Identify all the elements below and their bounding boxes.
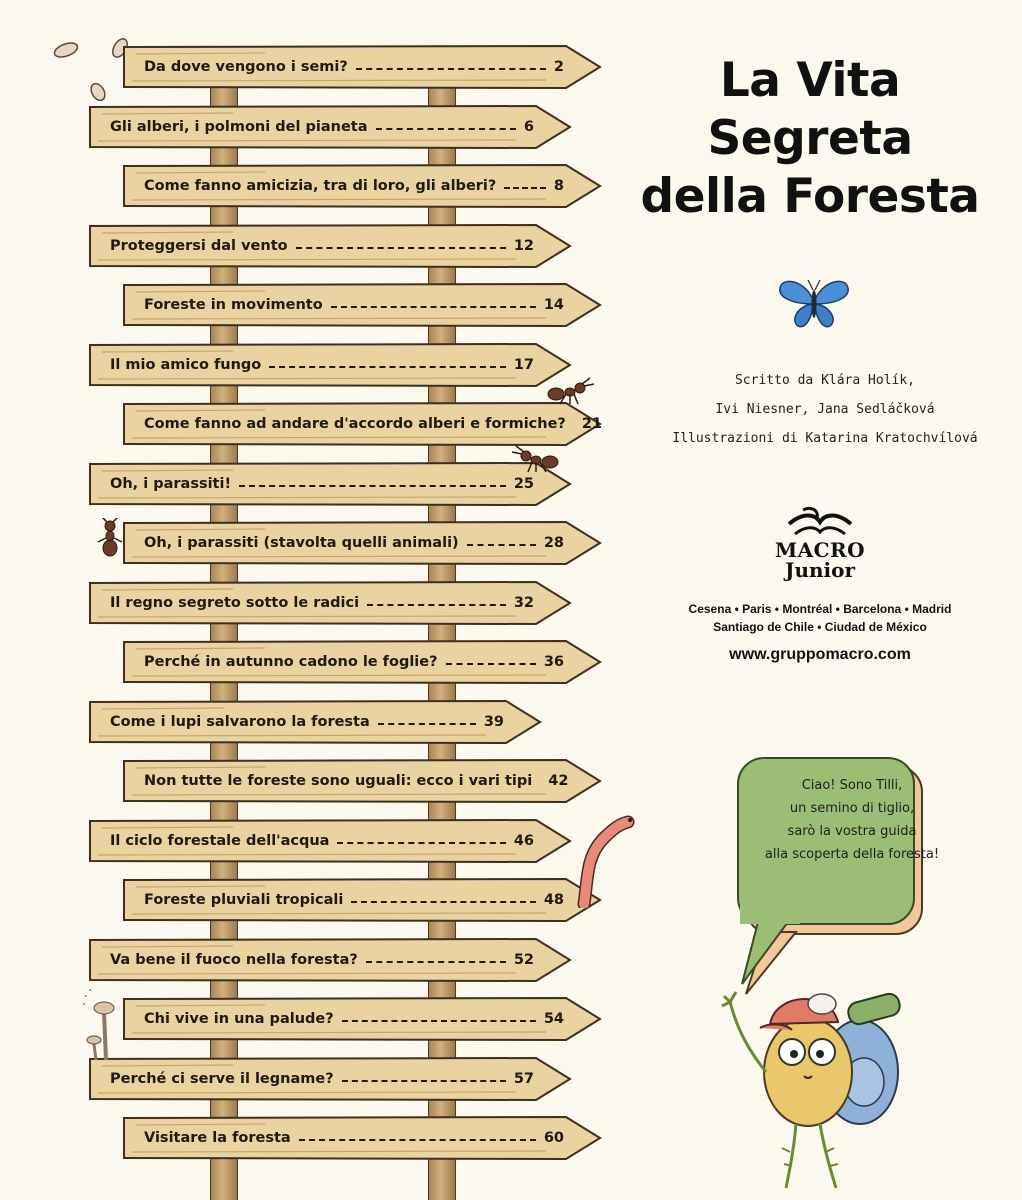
toc-chapter-title: Foreste in movimento: [144, 297, 323, 313]
toc-sign[interactable]: [122, 282, 602, 328]
publisher-website: www.gruppomacro.com: [729, 646, 911, 663]
toc-chapter-title: Chi vive in una palude?: [144, 1011, 334, 1027]
sign-text: [122, 1130, 602, 1146]
sign-text: [122, 654, 602, 670]
toc-chapter-title: Oh, i parassiti (stavolta quelli animali): [144, 535, 459, 551]
toc-chapter-title: Perché in autunno cadono le foglie?: [144, 654, 438, 670]
logo-junior-text: Junior: [784, 558, 856, 582]
cities-line: Cesena • Paris • Montréal • Barcelona • Madrid: [688, 602, 952, 616]
toc-leader-dashes: [269, 366, 506, 368]
toc-page-number: 28: [543, 535, 564, 551]
toc-page-number: 6: [523, 119, 534, 135]
sign-text: [88, 714, 542, 730]
toc-sign[interactable]: [122, 996, 602, 1042]
toc-page-number: 17: [513, 357, 534, 373]
toc-leader-dashes: [342, 1080, 506, 1082]
toc-chapter-title: Proteggersi dal vento: [110, 238, 288, 254]
toc-chapter-title: Visitare la foresta: [144, 1130, 291, 1146]
speech-line: Ciao! Sono Tilli,: [801, 778, 903, 793]
ant-icon: [546, 376, 600, 406]
toc-sign[interactable]: [122, 520, 602, 566]
toc-leader-dashes: [378, 723, 476, 725]
toc-chapter-title: Il ciclo forestale dell'acqua: [110, 833, 330, 849]
sign-text: [122, 1011, 602, 1027]
toc-page-number: 42: [548, 773, 569, 789]
toc-chapter-title: Gli alberi, i polmoni del pianeta: [110, 119, 368, 135]
publisher-cities: [640, 600, 1000, 636]
toc-sign[interactable]: [88, 461, 572, 507]
toc-leader-dashes: [296, 247, 506, 249]
toc-leader-dashes: [239, 485, 506, 487]
toc-chapter-title: Come i lupi salvarono la foresta: [110, 714, 370, 730]
toc-leader-dashes: [367, 604, 506, 606]
toc-leader-dashes: [299, 1139, 536, 1141]
toc-sign[interactable]: [122, 163, 602, 209]
logo-macro-text: MACRO: [774, 538, 866, 562]
toc-chapter-title: Il regno segreto sotto le radici: [110, 595, 360, 611]
toc-page-number: 32: [513, 595, 534, 611]
toc-page-number: 12: [513, 238, 534, 254]
toc-sign[interactable]: [88, 342, 572, 388]
toc-sign[interactable]: [88, 818, 572, 864]
toc-chapter-title: Foreste pluviali tropicali: [144, 892, 344, 908]
toc-sign[interactable]: [122, 758, 602, 804]
toc-leader-dashes: [467, 544, 536, 546]
seed-mascot-illustration: [700, 952, 930, 1192]
toc-page-number: 25: [513, 476, 534, 492]
toc-sign[interactable]: [88, 699, 542, 745]
toc-sign[interactable]: [122, 639, 602, 685]
title-line: Segreta: [707, 111, 913, 166]
toc-sign[interactable]: [88, 223, 572, 269]
credits: [660, 366, 990, 453]
toc-chapter-title: Va bene il fuoco nella foresta?: [110, 952, 358, 968]
title-line: La Vita: [719, 53, 901, 108]
toc-page-number: 57: [513, 1071, 534, 1087]
mushroom-icon: [76, 982, 126, 1062]
publisher-logo: [765, 504, 875, 588]
sign-text: [88, 952, 572, 968]
toc-sign[interactable]: [88, 1056, 572, 1102]
sign-text: [122, 892, 602, 908]
toc-page-number: 14: [543, 297, 564, 313]
credits-line: Ivi Niesner, Jana Sedláčková: [715, 402, 935, 417]
sign-text: [88, 833, 572, 849]
toc-sign[interactable]: [122, 1115, 602, 1161]
toc-page-number: 2: [553, 59, 564, 75]
toc-chapter-title: Perché ci serve il legname?: [110, 1071, 334, 1087]
speech-bubble-text: [752, 774, 952, 866]
toc-chapter-title: Non tutte le foreste sono uguali: ecco i vari tipi: [144, 773, 533, 789]
toc-leader-dashes: [366, 961, 506, 963]
toc-page-number: 21: [581, 416, 603, 432]
toc-sign[interactable]: [122, 877, 602, 923]
toc-sign[interactable]: [88, 580, 572, 626]
title-line: della Foresta: [640, 169, 980, 224]
toc-leader-dashes: [337, 842, 505, 844]
toc-leader-dashes: [342, 1020, 536, 1022]
toc-chapter-title: Come fanno ad andare d'accordo alberi e formiche?: [144, 416, 566, 432]
book-title: [640, 52, 980, 226]
sign-text: [88, 595, 572, 611]
sign-text: [122, 535, 602, 551]
toc-leader-dashes: [376, 128, 516, 130]
toc-page-number: 8: [553, 178, 564, 194]
toc-chapter-title: Come fanno amicizia, tra di loro, gli alberi?: [144, 178, 497, 194]
sign-text: [88, 119, 572, 135]
toc-leader-dashes: [351, 901, 536, 903]
toc-page-number: 46: [513, 833, 534, 849]
toc-page-number: 36: [543, 654, 564, 670]
speech-line: sarò la vostra guida: [787, 824, 917, 839]
sign-text: [122, 178, 602, 194]
toc-page-number: 52: [513, 952, 534, 968]
toc-leader-dashes: [356, 68, 546, 70]
toc-leader-dashes: [504, 187, 546, 189]
sign-text: [88, 476, 572, 492]
sign-text: [88, 238, 572, 254]
toc-chapter-title: Oh, i parassiti!: [110, 476, 232, 492]
toc-page-number: 48: [543, 892, 564, 908]
toc-page-number: 60: [543, 1130, 564, 1146]
toc-leader-dashes: [331, 306, 536, 308]
toc-sign[interactable]: [122, 44, 602, 90]
macro-book-icon: [783, 504, 857, 540]
toc-leader-dashes: [446, 663, 536, 665]
speech-line: alla scoperta della foresta!: [764, 847, 940, 862]
sign-text: [122, 297, 602, 313]
ant-icon: [508, 444, 562, 474]
speech-line: un semino di tiglio,: [789, 801, 915, 816]
toc-sign[interactable]: [88, 104, 572, 150]
publisher-block: [640, 504, 1000, 664]
toc-chapter-title: Da dove vengono i semi?: [144, 59, 348, 75]
cities-line: Santiago de Chile • Ciudad de México: [713, 620, 927, 634]
sign-text: [122, 59, 602, 75]
sign-text: [88, 357, 572, 373]
sign-text: [122, 416, 602, 432]
toc-sign[interactable]: [88, 937, 572, 983]
sign-text: [88, 1071, 572, 1087]
sign-text: [122, 773, 602, 789]
toc-chapter-title: Il mio amico fungo: [110, 357, 262, 373]
toc-page-number: 39: [483, 714, 504, 730]
toc-page-number: 54: [543, 1011, 564, 1027]
toc-sign[interactable]: [122, 401, 602, 447]
credits-line: Scritto da Klára Holík,: [734, 373, 915, 388]
butterfly-icon: [776, 276, 852, 330]
credits-line: Illustrazioni di Katarina Kratochvílová: [672, 431, 978, 446]
